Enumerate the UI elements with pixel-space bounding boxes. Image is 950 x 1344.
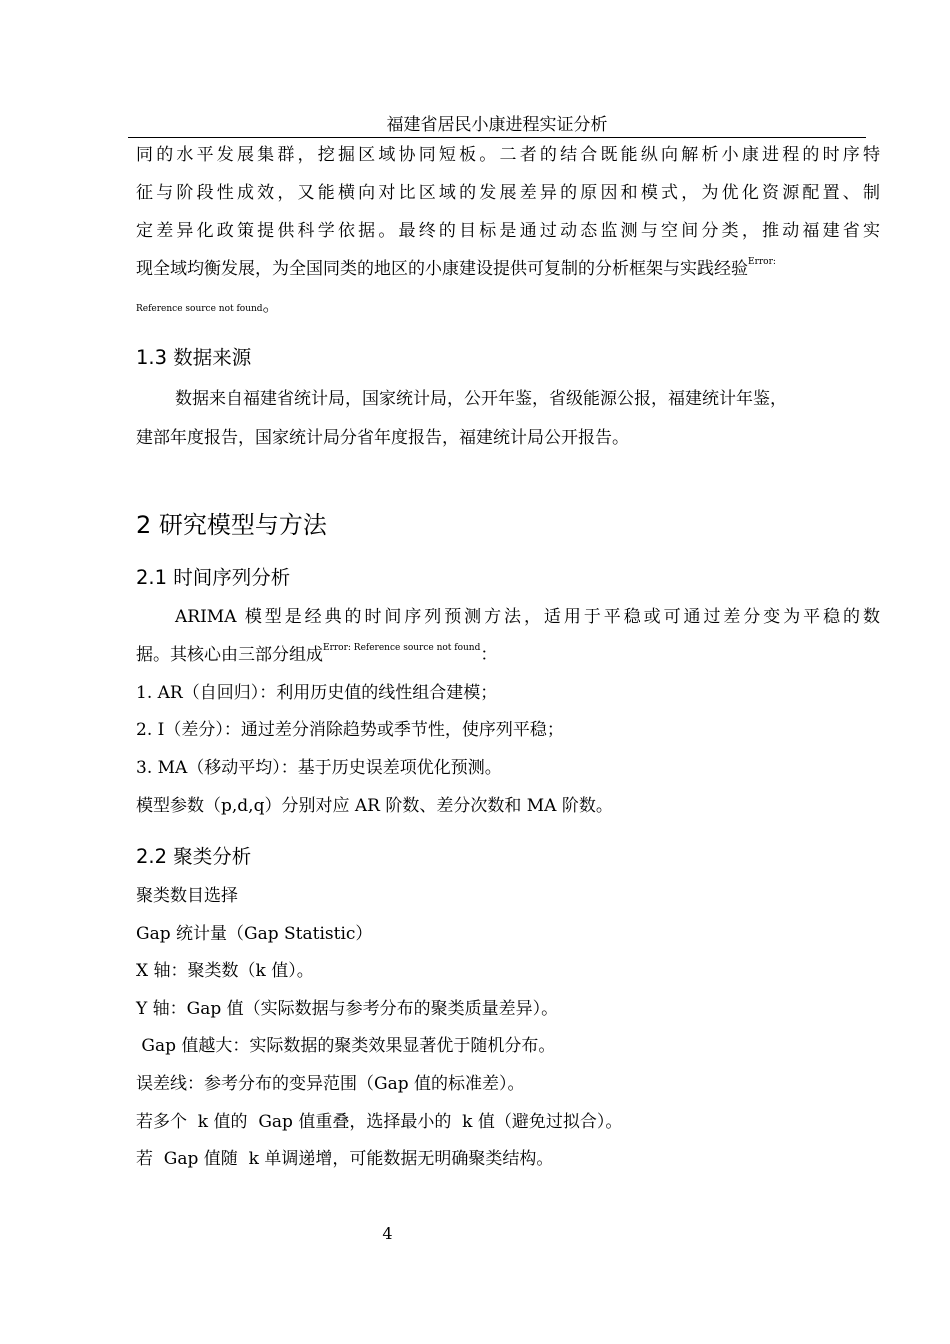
section-heading-2-1: 2.1 时间序列分析 xyxy=(136,566,291,589)
reference-error: Error: Reference source not found xyxy=(323,643,481,653)
paragraph-text: 据。其核心由三部分组成 xyxy=(136,645,323,665)
paragraph-text: 现全域均衡发展，为全国同类的地区的小康建设提供可复制的分析框架与实践经验 xyxy=(136,259,748,279)
text-line: Gap 统计量（Gap Statistic） xyxy=(136,924,373,944)
text-line: 聚类数目选择 xyxy=(136,886,238,906)
paragraph-line: 定差异化政策提供科学依据。最终的目标是通过动态监测与空间分类，推动福建省实 xyxy=(136,221,880,241)
paragraph-end-mark: 。 xyxy=(262,296,280,316)
reference-error: Error: xyxy=(748,257,776,267)
list-item: 1. AR（自回归）：利用历史值的线性组合建模； xyxy=(136,683,498,703)
text-line: Gap 值越大：实际数据的聚类效果显著优于随机分布。 xyxy=(136,1036,556,1056)
text-line: 若 Gap 值随 k 单调递增，可能数据无明确聚类结构。 xyxy=(136,1149,554,1169)
page-number: 4 xyxy=(382,1224,393,1243)
chapter-heading-2: 2 研究模型与方法 xyxy=(136,511,327,539)
paragraph-line-with-ref xyxy=(136,643,880,667)
running-header: 福建省居民小康进程实证分析 xyxy=(386,115,608,135)
paragraph-line: 数据来自福建省统计局，国家统计局，公开年鉴，省级能源公报，福建统计年鉴， xyxy=(175,389,787,409)
text-line: 若多个 k 值的 Gap 值重叠，选择最小的 k 值（避免过拟合）。 xyxy=(136,1112,623,1132)
text-line: 误差线：参考分布的变异范围（Gap 值的标准差）。 xyxy=(136,1074,525,1094)
section-heading-2-2: 2.2 聚类分析 xyxy=(136,845,252,868)
list-item: 3. MA（移动平均）：基于历史误差项优化预测。 xyxy=(136,758,502,778)
list-item: 2. I（差分）：通过差分消除趋势或季节性，使序列平稳； xyxy=(136,720,564,740)
reference-continuation xyxy=(136,294,880,321)
paragraph-end-mark: ： xyxy=(480,645,498,665)
paragraph-line-with-ref xyxy=(136,257,880,281)
paragraph-line: ARIMA 模型是经典的时间序列预测方法，适用于平稳或可通过差分变为平稳的数 xyxy=(175,607,880,627)
paragraph-line: 征与阶段性成效，又能横向对比区域的发展差异的原因和模式，为优化资源配置、制 xyxy=(136,183,880,203)
text-line: Y 轴：Gap 值（实际数据与参考分布的聚类质量差异）。 xyxy=(136,999,559,1019)
paragraph-line: 同的水平发展集群，挖掘区域协同短板。二者的结合既能纵向解析小康进程的时序特 xyxy=(136,145,880,165)
paragraph-line: 建部年度报告，国家统计局分省年度报告，福建统计局公开报告。 xyxy=(136,428,629,448)
section-heading-1-3: 1.3 数据来源 xyxy=(136,346,252,369)
reference-error: Reference source not found xyxy=(136,304,263,314)
text-line: X 轴：聚类数（k 值）。 xyxy=(136,961,314,981)
paragraph-line: 模型参数（p,d,q）分别对应 AR 阶数、差分次数和 MA 阶数。 xyxy=(136,796,613,816)
header-divider xyxy=(128,137,866,138)
